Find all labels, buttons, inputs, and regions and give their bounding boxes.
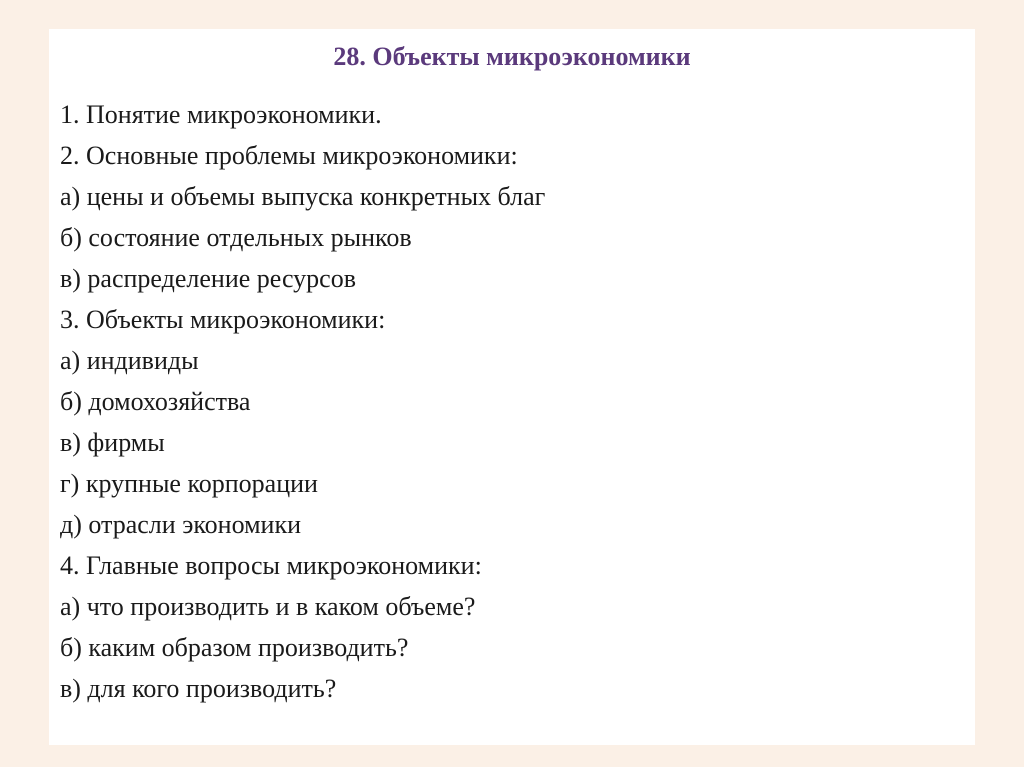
list-item: д) отрасли экономики [60,510,301,539]
list-item: а) цены и объемы выпуска конкретных благ [60,182,546,211]
list-item: 1. Понятие микроэкономики. [60,100,382,129]
list-item: а) индивиды [60,346,199,375]
content-list [60,94,545,709]
list-item: 3. Объекты микроэкономики: [60,305,386,334]
list-item: г) крупные корпорации [60,469,318,498]
list-item: б) состояние отдельных рынков [60,223,412,252]
list-item: а) что производить и в каком объеме? [60,592,476,621]
slide-title: 28. Объекты микроэкономики [333,42,691,71]
list-item: 4. Главные вопросы микроэкономики: [60,551,482,580]
list-item: б) каким образом производить? [60,633,409,662]
list-item: 2. Основные проблемы микроэкономики: [60,141,518,170]
list-item: в) фирмы [60,428,165,457]
list-item: б) домохозяйства [60,387,251,416]
list-item: в) распределение ресурсов [60,264,356,293]
list-item: в) для кого производить? [60,674,337,703]
slide-panel [49,29,975,745]
